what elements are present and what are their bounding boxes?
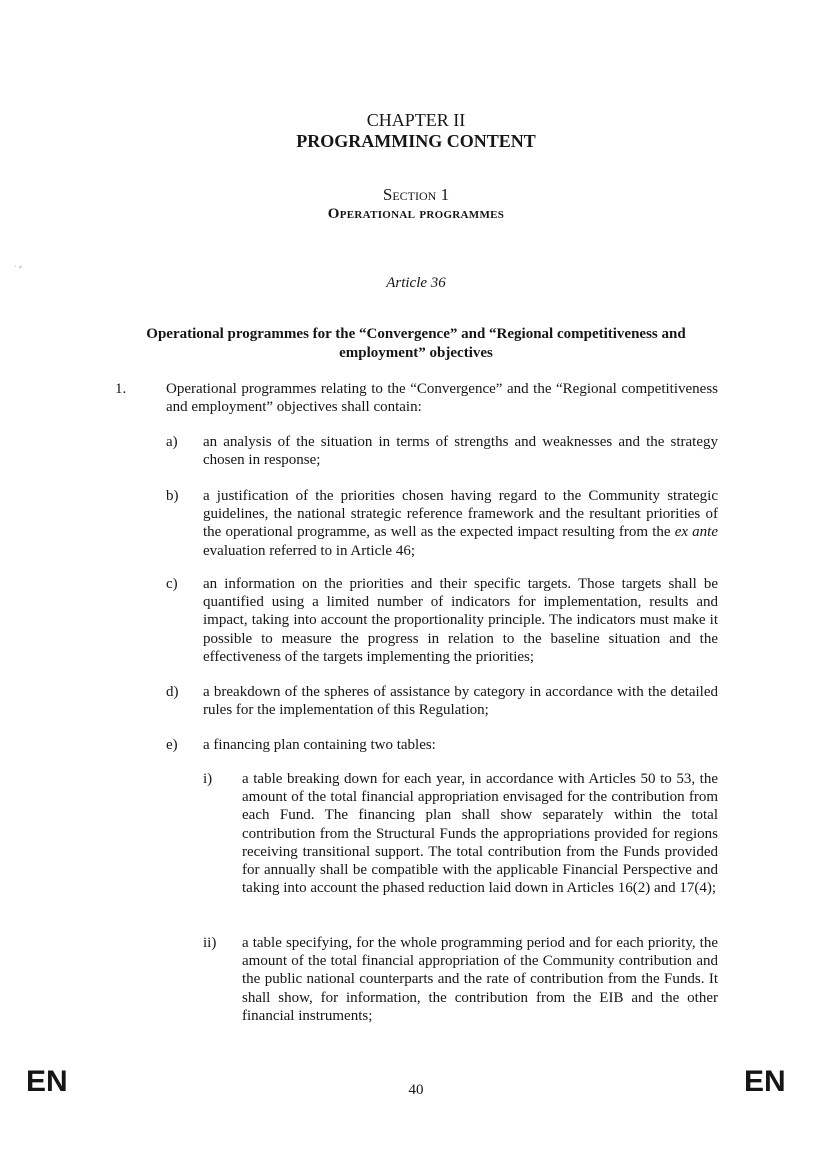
paragraph-number: 1. [115,381,127,397]
item-letter: c) [166,576,178,592]
subitem-text: a table specifying, for the whole programming period and for each priority, the amount of the total financial appropriation of the Community contribution and the public national counterparts and the rate of contribution from the Funds. It shall show, for information, the contribution from the EIB and the other financial instruments; [242,935,718,1024]
item-text-italic: ex ante [674,524,719,541]
paragraph-text: Operational programmes relating to the “Convergence” and the “Regional competitiveness and employment” objectives shall contain: [166,381,718,416]
item-letter: b) [166,488,179,504]
item-text: an analysis of the situation in terms of strengths and weaknesses and the strategy chosen in response; [203,434,718,469]
item-text-part: evaluation referred to in Article 46; [203,542,415,559]
item-letter: d) [166,684,179,700]
item-text-part: a justification of the priorities chosen having regard to the Community strategic guidelines, the national strategic reference framework and the resultant priorities of the operational programme, as well as the expected impact resulting from the [203,488,718,541]
item-text: an information on the priorities and their specific targets. Those targets shall be quantified using a limited number of indicators for implementation, results and impact, taking into account the proportionality principle. The indicators must make it possible to measure the progress in relation to the baseline situation and the effectiveness of the targets implementing the priorities; [203,576,718,665]
subitem-numeral: ii) [203,935,217,951]
item-text: a financing plan containing two tables: [203,737,436,753]
section-label: Section 1 [382,185,450,204]
chapter-title: PROGRAMMING CONTENT [296,131,536,151]
footer-language-right: EN [744,1065,786,1098]
page-number: 40 [408,1082,424,1098]
chapter-label: CHAPTER II [366,110,466,130]
section-title: Operational programmes [327,206,505,222]
article-label: Article 36 [386,275,446,291]
footer-language-left: EN [26,1065,68,1098]
item-text [203,487,718,560]
item-letter: e) [166,737,178,753]
subitem-text: a table breaking down for each year, in accordance with Articles 50 to 53, the amount of the total financial appropriation envisaged for the contribution from each Fund. The financing plan shall show separately within the total contribution from the Structural Funds the appropriations provided for regions receiving transitional support. The total contribution from the Funds provided for annually shall be compatible with the applicable Financial Perspective and taking into account the phased reduction laid down in Articles 16(2) and 17(4); [242,771,718,897]
scan-artifact: · ⸗ [14,262,22,271]
subitem-numeral: i) [203,771,213,787]
item-letter: a) [166,434,178,450]
item-text: a breakdown of the spheres of assistance by category in accordance with the detailed rules for the implementation of this Regulation; [203,684,718,719]
article-title: Operational programmes for the “Convergence” and “Regional competitiveness and employment” objectives [146,326,686,361]
